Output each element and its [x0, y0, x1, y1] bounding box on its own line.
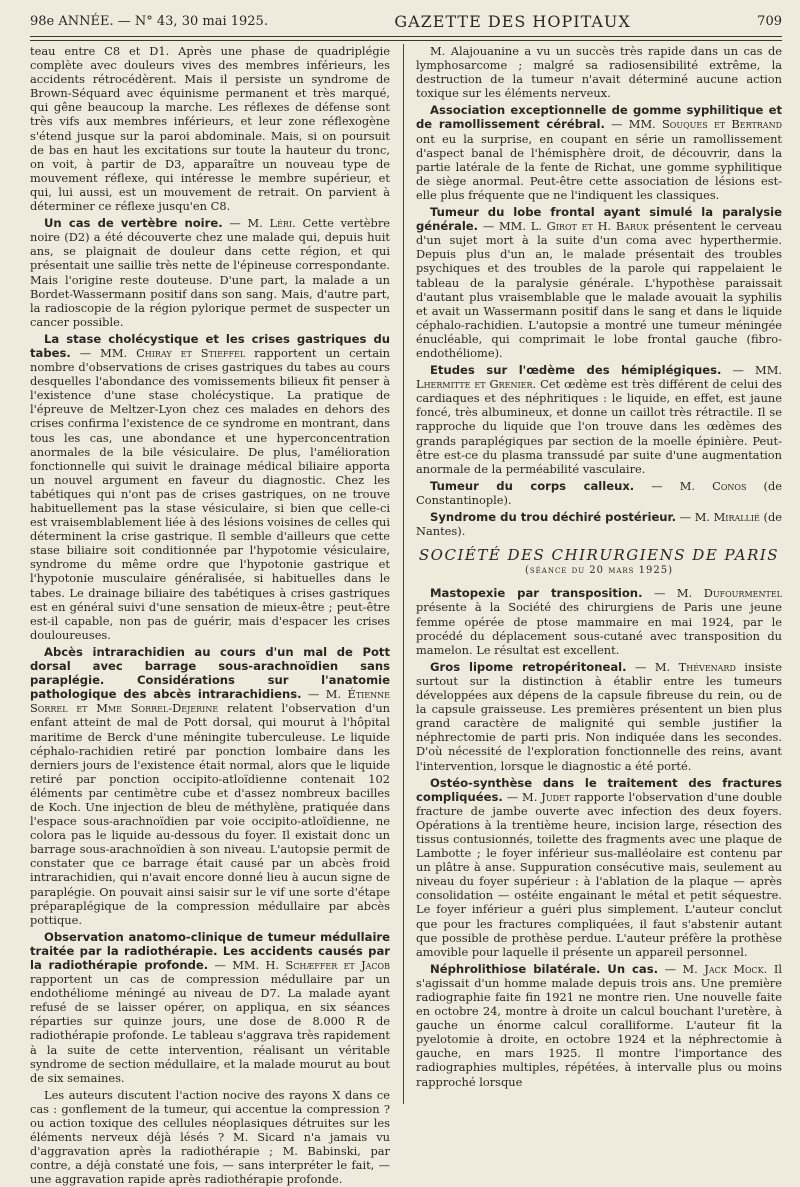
article-author: Dufourmentel: [703, 586, 782, 601]
article-title: Syndrome du trou déchiré postérieur.: [430, 510, 677, 524]
left-column: [30, 44, 391, 1187]
article-body: Il s'agissait d'un homme malade depuis trois ans. Une première radiographie faite fin 1921 ne montre rien. Une nouvelle faite en octobre 24, montre à droite un calcul bouchant l'uretère, à gauche un énorme calcul coralliforme. L'auteur fit la pyelotomie à droite, en octobre 1924 et la néphrectomie à gauche, en mars 1925. Il montre l'importance des radiographies multiples, répétées, à intervalle plus ou moins rapproché lorsque: [416, 961, 782, 1089]
article: La stase cholécystique et les crises gastriques du tabes. — MM. Chiray et Stieffel rapportent un certain nombre d'observations de crises gastriques du tabes au cours desquelles l'abondance des vomissements bilieux fit penser à l'existence d'une stase cholécystique. La pratique de l'épreuve de Meltzer-Lyon chez ces malades en dehors des crises confirma l'existence de ce syndrome en montrant, dans tous les cas, une abondance et une hyperconcentration anormales de la bile vésiculaire. De plus, l'amélioration fonctionnelle qui suivit le drainage médical biliaire apporta un nouvel argument en faveur du diagnostic. Chez les tabétiques qui n'ont pas de crises gastriques, on ne trouve habituellement pas la stase vésiculaire, si bien que celle-ci est vraisemblablement liée à des lésions voisines de celles qui déterminent la crise gastrique. Il semble d'ailleurs que cette stase biliaire soit conditionnée par l'hypotomie vésiculaire, syndrome du même ordre que l'hypotonie gastrique et l'hypotonie musculaire généralisée, si habituelles dans le tabes. Le drainage biliaire des tabétiques à crises gastriques est en général suivi d'une sensation de mieux-être ; peut-être est-il capable, non pas de guérir, mais d'espacer les crises douloureuses.: [30, 331, 391, 642]
paragraph: M. Alajouanine a vu un succès très rapide dans un cas de lymphosarcome ; malgré sa radiosensibilité extrême, la destruction de la tumeur n'avait déterminé aucune action toxique sur les éléments nerveux.: [416, 44, 782, 101]
article: Observation anatomo-clinique de tumeur médullaire traitée par la radiothérapie. Les accidents causés par la radiothérapie profonde. — MM. H. Schæffer et Jacob rapportent un cas de compression médullaire par un endothéliome méningé au niveau de D7. La malade ayant refusé de se laisser opérer, on appliqua, en six séances réparties sur quinze jours, une dose de 8.000 R de radiothérapie profonde. Le tableau s'aggrava très rapidement à la suite de cette intervention, réalisant un véritable syndrome de section médullaire, et la malade mourut au bout de six semaines.: [30, 929, 390, 1085]
article-author: Léri.: [269, 216, 296, 231]
paragraph: Les auteurs discutent l'action nocive des rayons X dans ce cas : gonflement de la tumeur, qui accentue la compression ? ou action toxique des cellules néoplasiques détruites sur les éléments nerveux déjà lésés ? M. Sicard n'a jamais vu d'aggravation après la radiothérapie ; M. Babinski, par contre, a déjà constaté une fois, — sans interpréter le fait, — une aggravation rapide après radiothérapie profonde.: [30, 1087, 390, 1187]
article-author: Mirallié: [713, 510, 760, 524]
article-body: ont eu la surprise, en coupant en série un ramollissement d'aspect banal de l'hémisphère droit, de découvrir, dans la partie latérale de la fente de Richat, une gomme syphilitique de siège anormal. Peut-être cette association de lésions est-elle plus fréquente que ne l'indiquent les classiques.: [416, 131, 782, 202]
article-title: Mastopexie par transposition.: [430, 586, 643, 601]
article-author: Jack Mock.: [704, 961, 768, 976]
article-title: Tumeur du lobe frontal ayant simulé la paralysie générale.: [416, 205, 782, 234]
article-body: rapportent un certain nombre d'observations de crises gastriques du tabes au cours desquelles l'abondance des vomissements bilieux fit penser à l'existence d'une stase cholécystique. La pratique de l'épreuve de Meltzer-Lyon chez ces malades en dehors des crises confirma l'existence de ce syndrome en montrant, dans tous les cas, une abondance et une hyperconcentration anormales de la bile vésiculaire. De plus, l'amélioration fonctionnelle qui suivit le drainage médical biliaire apporta un nouvel argument en faveur du diagnostic. Chez les tabétiques qui n'ont pas de crises gastriques, on ne trouve habituellement pas la stase vésiculaire, si bien que celle-ci est vraisemblablement liée à des lésions voisines de celles qui déterminent la crise gastrique. Il semble d'ailleurs que cette stase biliaire soit conditionnée par l'hypotomie vésiculaire, syndrome du même ordre que l'hypotonie gastrique et l'hypotonie musculaire généralisée, si habituelles dans le tabes. Le drainage biliaire des tabétiques à crises gastriques est en général suivi d'une sensation de mieux-être ; peut-être est-il capable, non pas de guérir, mais d'espacer les crises douloureuses.: [30, 345, 391, 642]
article-author: Thévenard: [678, 659, 736, 674]
article-title: Un cas de vertèbre noire.: [44, 216, 223, 231]
article: Mastopexie par transposition. — M. Dufourmentel présente à la Société des chirurgiens de Paris une jeune femme opérée de ptose mammaire en mai 1924, par le procédé du déplacement sous-cutané avec transposition du mamelon. Le résultat est excellent.: [416, 586, 782, 657]
article-author: Étienne Sorrel et Mme Sorrel-Dejerine: [30, 687, 390, 716]
article-body: relatent l'observation d'un enfant atteint de mal de Pott dorsal, qui mourut à l'hôpital maritime de Berck d'une méningite tuberculeuse. Le liquide céphalo-rachidien retiré par ponction lombaire dans les derniers jours de l'existence était normal, alors que le liquide retiré par ponction occipito-atloïdienne contenait 102 éléments par centimètre cube et d'assez nombreux bacilles de Koch. Une injection de bleu de méthylène, pratiquée dans l'espace sous-arachnoïdien par voie occipito-atloïdienne, ne colora pas le liquide au-dessous du foyer. Il existait donc un barrage sous-arachnoïdien à son niveau. L'autopsie permit de constater que ce barrage était causé par un abcès froid intrarachidien, qui n'avait encore donné lieu à aucun signe de paraplégie. On pouvait ainsi saisir sur le vif une sorte d'étape préparaplégique de la compression médullaire par abcès pottique.: [30, 701, 390, 927]
header-rule-top: [30, 36, 782, 37]
article-body: Cette vertèbre noire (D2) a été découverte chez une malade qui, depuis huit ans, se plaignait de douleur dans cette région, et qui présentait une saillie très nette de l'épineuse correspondante. Mais l'origine reste douteuse. D'une part, la malade a un Bordet-Wassermann positif dans son sang. Mais, d'autre part, la radioscopie de la région pylorique permet de suspecter un cancer possible.: [30, 216, 391, 329]
article: Syndrome du trou déchiré postérieur. — M. Mirallié (de Nantes).: [416, 510, 782, 539]
article-body: rapportent un cas de compression médullaire par un endothéliome méningé au niveau de D7. La malade ayant refusé de se laisser opérer, on appliqua, en six séances réparties sur quinze jours, une dose de 8.000 R de radiothérapie profonde. Le tableau s'aggrava très rapidement à la suite de cette intervention, réalisant un véritable syndrome de section médullaire, et la malade mourut au bout de six semaines.: [30, 972, 390, 1085]
article-author: Judet: [541, 789, 571, 804]
article-title: Abcès intrarachidien au cours d'un mal de Pott dorsal avec barrage sous-arachnoïdien sans paraplégie. Considérations sur l'anatomie pathologique des abcès intrarachidiens.: [30, 644, 390, 702]
article-title: Etudes sur l'œdème des hémiplégiques.: [430, 363, 722, 378]
session-date: (séance du 20 mars 1925): [524, 565, 674, 577]
article-title: Observation anatomo-clinique de tumeur médullaire traitée par la radiothérapie. Les accidents causés par la radiothérapie profonde.: [30, 929, 390, 972]
paragraph: teau entre C8 et D1. Après une phase de quadriplégie complète avec douleurs vives des membres inférieurs, les accidents rétrocédèrent. Mais il persiste un syndrome de Brown-Séquard avec équinisme permanent et très marqué, qui gêne beaucoup la marche. Les réflexes de défense sont très vifs aux membres inférieurs, et leur zone réflexogène s'étend jusque sur la paroi abdominale. Mais, si on poursuit de bas en haut les excitations sur toute la hauteur du tronc, on voit, à partir de D3, apparaître un nouveau type de mouvement réflexe, qui intéresse le membre supérieur, et qui, lui aussi, est un mouvement de retrait. On parvient à déterminer ce réflexe jusqu'en C8.: [30, 44, 390, 214]
article: Ostéo-synthèse dans le traitement des fractures compliquées. — M. Judet rapporte l'observation d'une double fracture de jambe ouverte avec infection des deux foyers. Opérations à la trentième heure, incision large, résection des tissus contusionnés, toilette des fragments avec une plaque de Lambotte ; le foyer inférieur sus-malléolaire est contenu par un plâtre à anse. Suppuration consécutive mais, seulement au niveau du foyer supérieur : à l'ablation de la plaque — après consolidation — ostéite engainant le métal et petit séquestre. Le foyer inférieur a guéri plus simplement. L'auteur conclut que pour les fractures compliquées, il faut s'abstenir autant que possible de prothèse perdue. L'auteur préfère la prothèse amovible pour laquelle il présente un appareil personnel.: [416, 775, 782, 959]
article-author: Chiray et Stieffel: [136, 345, 246, 360]
column-divider: [403, 44, 404, 1104]
article-author: Lhermitte et Grenier.: [416, 377, 537, 392]
article-body: présentent le cerveau d'un sujet mort à la suite d'un coma avec hyperthermie. Depuis plus d'un an, le malade présentait des troubles psychiques et des troubles de la parole qui rappelaient le tableau de la paralysie générale. L'hypothèse paraissait d'autant plus vraisemblable que le malade avouait la syphilis et avait un Wassermann positif dans le sang et dans le liquide céphalo-rachidien. L'autopsie a montré une tumeur méningée énucléable, qui comprimait le lobe frontal gauche (fibro-endothéliome).: [416, 219, 783, 360]
article-author: H. Schæffer et Jacob: [265, 958, 390, 972]
article-body: (de Nantes).: [416, 510, 782, 539]
page-header: [30, 6, 782, 36]
article: Gros lipome retropéritoneal. — M. Thévenard insiste surtout sur la distinction à établir entre les tumeurs développées aux dépens de la capsule fibreuse du rein, ou de la capsule graisseuse. Les premières présentent un bien plus grand caractère de malignité qui semble justifier la néphrectomie de parti pris. Non indiquée dans les secondes. D'où nécessité de l'exploration fonctionnelle des reins, avant l'intervention, lorsque le diagnostic a été porté.: [416, 659, 782, 773]
article-author: L. Girot et H. Baruk: [530, 219, 649, 234]
article-body: présente à la Société des chirurgiens de Paris une jeune femme opérée de ptose mammaire en mai 1924, par le procédé du déplacement sous-cutané avec transposition du mamelon. Le résultat est excellent.: [416, 600, 782, 657]
article: Un cas de vertèbre noire. — M. Léri. Cette vertèbre noire (D2) a été découverte chez une malade qui, depuis huit ans, se plaignait de douleur dans cette région, et qui présentait une saillie très nette de l'épineuse correspondante. Mais l'origine reste douteuse. D'une part, la malade a un Bordet-Wassermann positif dans son sang. Mais, d'autre part, la radioscopie de la région pylorique permet de suspecter un cancer possible.: [30, 216, 391, 329]
article: Néphrolithiose bilatérale. Un cas. — M. Jack Mock. Il s'agissait d'un homme malade depuis trois ans. Une première radiographie faite fin 1921 ne montre rien. Une nouvelle faite en octobre 24, montre à droite un calcul bouchant l'uretère, à gauche un énorme calcul coralliforme. L'auteur fit la pyelotomie à droite, en octobre 1924 et la néphrectomie à gauche, en mars 1925. Il montre l'importance des radiographies multiples, répétées, à intervalle plus ou moins rapproché lorsque: [416, 961, 782, 1089]
article-body: (de Constantinople).: [416, 478, 782, 507]
article-title: Néphrolithiose bilatérale. Un cas.: [430, 961, 659, 976]
article-title: Association exceptionnelle de gomme syphilitique et de ramollissement cérébral.: [416, 103, 782, 132]
page-number: 709: [757, 13, 782, 29]
article-author: Souques et Bertrand: [661, 117, 783, 132]
article-title: Gros lipome retropéritoneal.: [430, 659, 627, 674]
header-rule-bottom: [30, 40, 782, 41]
journal-title: GAZETTE DES HOPITAUX: [394, 11, 631, 31]
issue-info: 98e ANNÉE. — N° 43, 30 mai 1925.: [30, 13, 268, 29]
article-title: La stase cholécystique et les crises gastriques du tabes.: [30, 331, 390, 360]
article: Association exceptionnelle de gomme syphilitique et de ramollissement cérébral. — MM. Souques et Bertrand ont eu la surprise, en coupant en série un ramollissement d'aspect banal de l'hémisphère droit, de découvrir, dans la partie latérale de la fente de Richat, une gomme syphilitique de siège anormal. Peut-être cette association de lésions est-elle plus fréquente que ne l'indiquent les classiques.: [416, 103, 783, 202]
article-author: Conos: [712, 478, 747, 493]
article: Tumeur du lobe frontal ayant simulé la paralysie générale. — MM. L. Girot et H. Baruk présentent le cerveau d'un sujet mort à la suite d'un coma avec hyperthermie. Depuis plus d'un an, le malade présentait des troubles psychiques et des troubles de la parole qui rappelaient le tableau de la paralysie générale. L'hypothèse paraissait d'autant plus vraisemblable que le malade avouait la syphilis et avait un Wassermann positif dans le sang et dans le liquide céphalo-rachidien. L'autopsie a montré une tumeur méningée énucléable, qui comprimait le lobe frontal gauche (fibro-endothéliome).: [416, 205, 783, 360]
article-title: Ostéo-synthèse dans le traitement des fractures compliquées.: [416, 775, 782, 804]
article-body: rapporte l'observation d'une double fracture de jambe ouverte avec infection des deux foyers. Opérations à la trentième heure, incision large, résection des tissus contusionnés, toilette des fragments avec une plaque de Lambotte ; le foyer inférieur sus-malléolaire est contenu par un plâtre à anse. Suppuration consécutive mais, seulement au niveau du foyer supérieur : à l'ablation de la plaque — après consolidation — ostéite engainant le métal et petit séquestre. Le foyer inférieur a guéri plus simplement. L'auteur conclut que pour les fractures compliquées, il faut s'abstenir autant que possible de prothèse perdue. L'auteur préfère la prothèse amovible pour laquelle il présente un appareil personnel.: [416, 789, 782, 959]
article: Etudes sur l'œdème des hémiplégiques. — MM. Lhermitte et Grenier. Cet œdème est très différent de celui des cardiaques et des néphritiques : le liquide, en effet, est jaune foncé, très albumineux, et donne un caillot très rétractile. Il se rapproche du liquide que l'on trouve dans les œdèmes des grands paraplégiques par section de la moelle épinière. Peut-être est-ce du plasma transsudé par suite d'une augmentation anormale de la perméabilité vasculaire.: [416, 363, 782, 476]
article: Tumeur du corps calleux. — M. Conos (de Constantinople).: [416, 478, 782, 507]
article-title: Tumeur du corps calleux.: [430, 478, 635, 493]
right-column: [416, 44, 782, 1114]
section-subheading: [416, 564, 782, 578]
article-body: Cet œdème est très différent de celui des cardiaques et des néphritiques : le liquide, en effet, est jaune foncé, très albumineux, et donne un caillot très rétractile. Il se rapproche du liquide que l'on trouve dans les œdèmes des grands paraplégiques par section de la moelle épinière. Peut-être est-ce du plasma transsudé par suite d'une augmentation anormale de la perméabilité vasculaire.: [416, 377, 782, 476]
article-body: insiste surtout sur la distinction à établir entre les tumeurs développées aux dépens de la capsule fibreuse du rein, ou de la capsule graisseuse. Les premières présentent un bien plus grand caractère de malignité qui semble justifier la néphrectomie de parti pris. Non indiquée dans les secondes. D'où nécessité de l'exploration fonctionnelle des reins, avant l'intervention, lorsque le diagnostic a été porté.: [416, 659, 782, 773]
section-heading: SOCIÉTÉ DES CHIRURGIENS DE PARIS: [418, 546, 780, 565]
article: Abcès intrarachidien au cours d'un mal de Pott dorsal avec barrage sous-arachnoïdien sans paraplégie. Considérations sur l'anatomie pathologique des abcès intrarachidiens. — M. Étienne Sorrel et Mme Sorrel-Dejerine relatent l'observation d'un enfant atteint de mal de Pott dorsal, qui mourut à l'hôpital maritime de Berck d'une méningite tuberculeuse. Le liquide céphalo-rachidien retiré par ponction lombaire dans les derniers jours de l'existence était normal, alors que le liquide retiré par ponction occipito-atloïdienne contenait 102 éléments par centimètre cube et d'assez nombreux bacilles de Koch. Une injection de bleu de méthylène, pratiquée dans l'espace sous-arachnoïdien par voie occipito-atloïdienne, ne colora pas le liquide au-dessous du foyer. Il existait donc un barrage sous-arachnoïdien à son niveau. L'autopsie permit de constater que ce barrage était causé par un abcès froid intrarachidien, qui n'avait encore donné lieu à aucun signe de paraplégie. On pouvait ainsi saisir sur le vif une sorte d'étape préparaplégique de la compression médullaire par abcès pottique.: [30, 644, 390, 927]
